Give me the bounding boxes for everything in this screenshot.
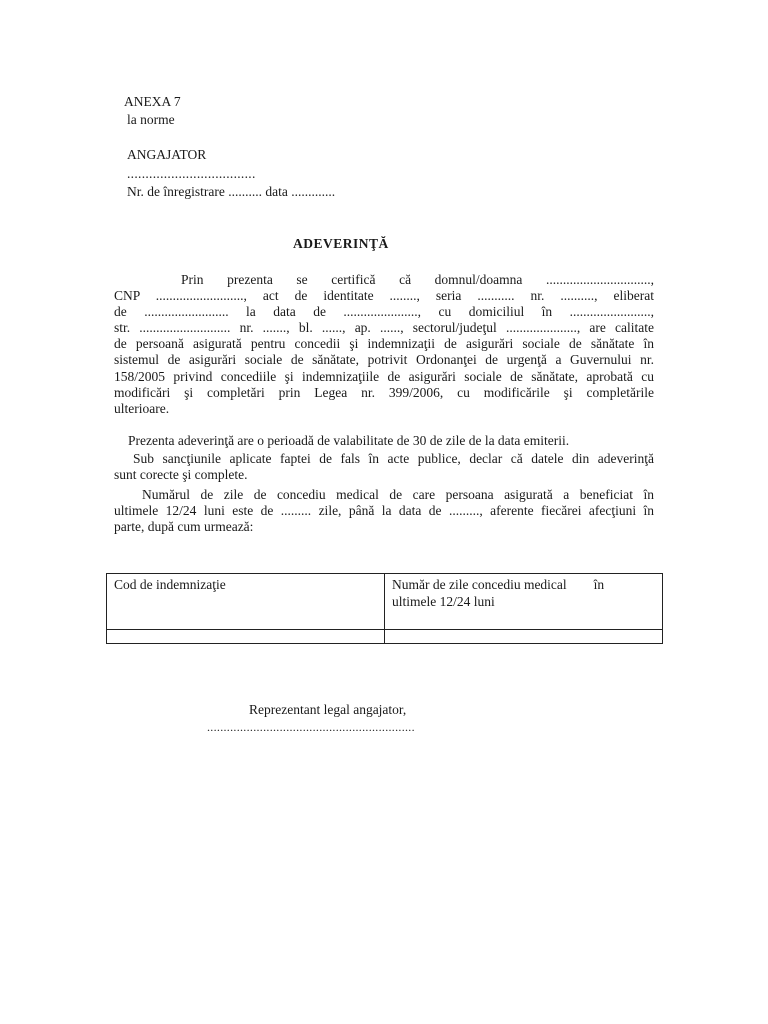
paragraph-leave-days: [114, 487, 654, 535]
document-title: ADEVERINŢĂ: [293, 236, 389, 251]
text-line: 158/2005 privind concediile şi indemnizaţiile de asigurări sociale de sănătate, aprobată cu: [114, 368, 654, 384]
text-line: ultimele 12/24 luni este de ......... zile, până la data de ........., aferente fiecărei afecţiuni în: [114, 503, 654, 519]
header-cell-leave-days: [385, 574, 663, 630]
text-line: Sub sancţiunile aplicate faptei de fals în acte publice, declar că datele din adeverinţă: [133, 451, 654, 466]
table-row: [107, 630, 663, 644]
text-line: parte, după cum urmează:: [114, 519, 254, 535]
signature-blank: ...............................................................: [207, 720, 415, 734]
header-cell-line: Număr de zile concediu medical în: [392, 577, 605, 592]
paragraph-validity: Prezenta adeverinţă are o perioadă de valabilitate de 30 de zile de la data emiterii.: [128, 433, 570, 448]
table-header-row: [107, 574, 663, 630]
annex-subtitle: la norme: [127, 112, 175, 127]
table-cell: [107, 630, 385, 644]
leave-table: [106, 573, 663, 644]
paragraph-certification: [114, 272, 654, 417]
text-line: sunt corecte şi complete.: [114, 467, 248, 483]
registration-line: Nr. de înregistrare .......... data .............: [127, 184, 336, 199]
text-line: modificări şi completări prin Legea nr. 399/2006, cu modificările şi completările: [114, 384, 654, 400]
header-cell-line: ultimele 12/24 luni: [392, 594, 495, 609]
signature-label: Reprezentant legal angajator,: [249, 702, 407, 717]
text-line: Numărul de zile de concediu medical de care persoana asigurată a beneficiat în: [142, 487, 654, 502]
text-line: str. ........................... nr. ......., bl. ......, ap. ......, sectorul/judeţul ....................., are calitate: [114, 320, 654, 336]
header-cell-indemnity-code: Cod de indemnizaţie: [107, 574, 385, 630]
text-line: sistemul de asigurări sociale de sănătate, potrivit Ordonanţei de urgenţă a Guvernului nr.: [114, 352, 654, 368]
annex-number: ANEXA 7: [124, 94, 181, 109]
employer-label: ANGAJATOR: [127, 147, 207, 162]
text-line: Prin prezenta se certifică că domnul/doamna ...............................,: [181, 272, 654, 287]
text-line: de persoană asigurată pentru concedii şi indemnizaţii de asigurări sociale de sănătate în: [114, 336, 654, 352]
text-line: de ......................... la data de ......................, cu domiciliul în ........................,: [114, 304, 654, 320]
table-cell: [385, 630, 663, 644]
employer-blank: ...................................: [127, 166, 256, 181]
text-line: CNP .........................., act de identitate ........, seria ........... nr. .........., eliberat: [114, 288, 654, 304]
paragraph-declaration: [114, 451, 654, 483]
text-line: ulterioare.: [114, 400, 170, 416]
